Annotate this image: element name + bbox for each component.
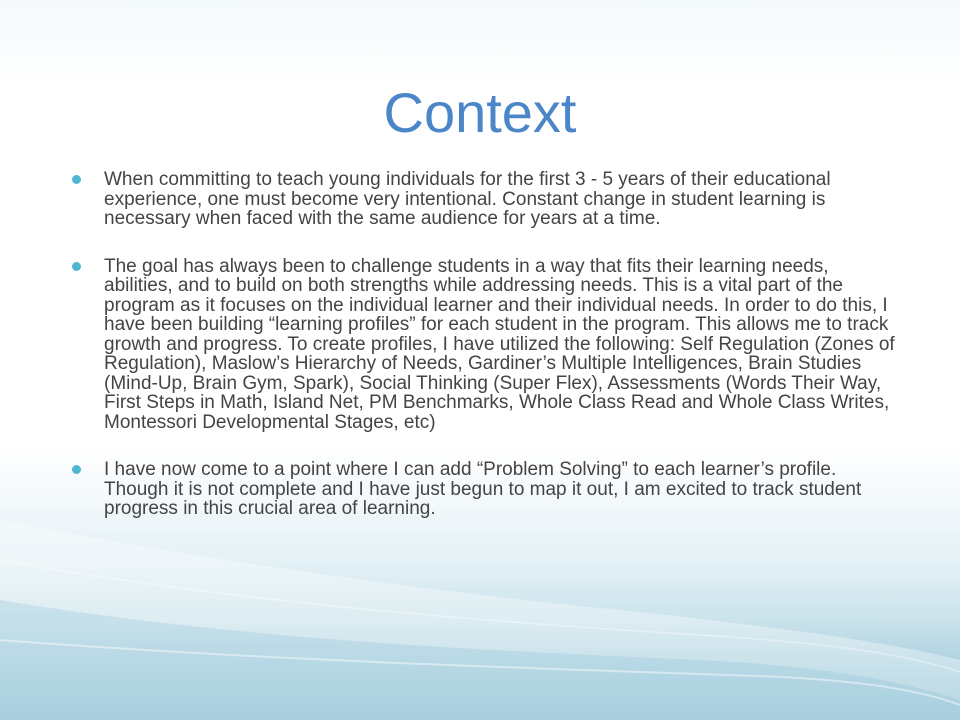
bullet-text: The goal has always been to challenge students in a way that fits their learning needs, abilities, and to build on both strengths while addressing needs. This is a vital part of the program as it focuses on the individual learner and their individual needs. In order to do this, I have been building “learning profiles” for each student in the program. This allows me to track growth and progress. To create profiles, I have utilized the following: Self Regulation (Zones of Regulation), Maslow’s Hierarchy of Needs, Gardiner’s Multiple Intelligences, Brain Studies (Mind-Up, Brain Gym, Spark), Social Thinking (Super Flex), Assessments (Words Their Way, First Steps in Math, Island Net, PM Benchmarks, Whole Class Read and Whole Class Writes, Montessori Developmental Stages, etc) — [104, 255, 895, 433]
bullet-list — [72, 170, 902, 547]
bullet-item — [72, 460, 902, 519]
bullet-item — [72, 257, 902, 433]
slide-title: Context — [383, 81, 577, 144]
bullet-item — [72, 170, 902, 229]
bullet-dot-icon — [72, 465, 81, 474]
bullet-text: I have now come to a point where I can add “Problem Solving” to each learner’s profile. Though it is not complete and I have just begun to map it out, I am excited to track student progress in this crucial area of learning. — [104, 459, 862, 519]
bullet-dot-icon — [72, 175, 81, 184]
bullet-text: When committing to teach young individuals for the first 3 - 5 years of their educational experience, one must become very intentional. Constant change in student learning is necessary when faced with the same audience for years at a time. — [104, 169, 831, 229]
bullet-dot-icon — [72, 262, 81, 271]
